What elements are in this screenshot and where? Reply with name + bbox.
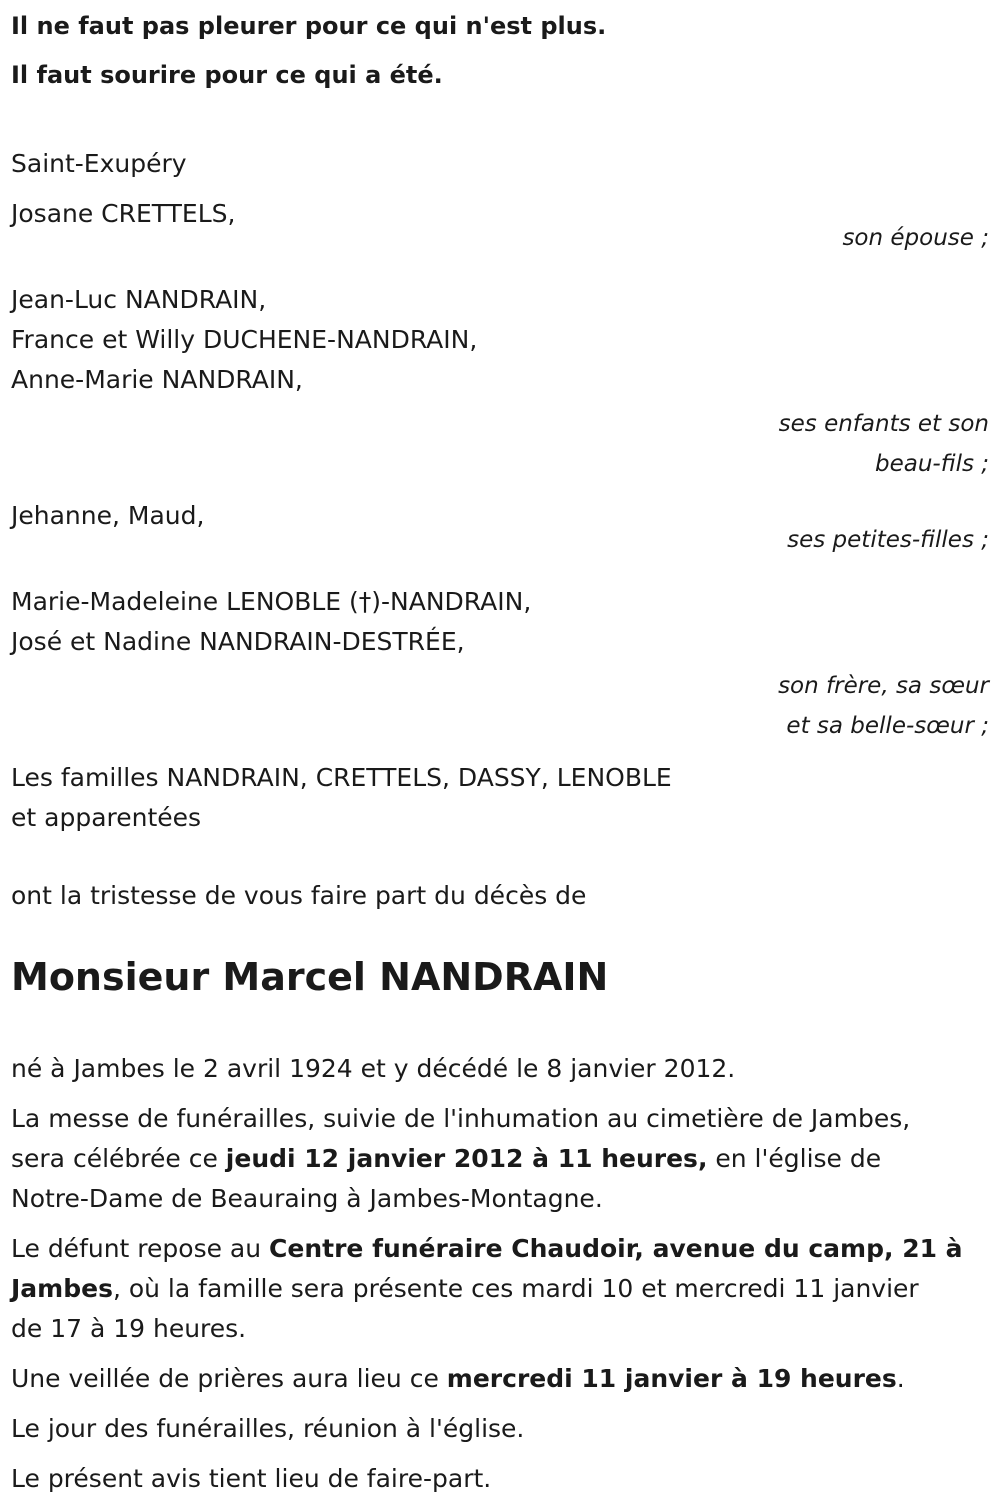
funeral-home-city: Jambes <box>11 1274 113 1303</box>
rest-line-2 <box>11 1269 991 1309</box>
rest-line-1 <box>11 1229 991 1269</box>
spouse-role: son épouse ; <box>842 225 989 251</box>
siblings-role-line-2: et sa belle-sœur ; <box>786 713 989 739</box>
funeral-line-2 <box>11 1139 991 1179</box>
funeral-line-1: La messe de funérailles, suivie de l'inhumation au cimetière de Jambes, <box>11 1104 911 1133</box>
grandchildren-names: Jehanne, Maud, <box>11 501 205 530</box>
obituary-notice <box>11 6 991 1499</box>
others-line-2: et apparentées <box>11 803 202 832</box>
vigil-line <box>11 1359 991 1399</box>
notice-line: Le présent avis tient lieu de faire-part. <box>11 1464 492 1493</box>
child-name: Anne-Marie NANDRAIN, <box>11 365 303 394</box>
meeting-line: Le jour des funérailles, réunion à l'église. <box>11 1414 525 1443</box>
rest-line-1-pre: Le défunt repose au <box>11 1234 270 1263</box>
family-siblings <box>11 582 991 746</box>
child-name: Jean-Luc NANDRAIN, <box>11 285 267 314</box>
funeral-date-time: jeudi 12 janvier 2012 à 11 heures, <box>225 1144 708 1173</box>
funeral-home-address: Centre funéraire Chaudoir, avenue du camp, 21 à <box>269 1234 963 1263</box>
children-role-line-2: beau-fils ; <box>874 451 989 477</box>
grandchildren-role: ses petites-filles ; <box>787 527 989 553</box>
family-spouse <box>11 194 991 258</box>
rest-line-2-post: , où la famille sera présente ces mardi 10 et mercredi 11 janvier <box>112 1274 919 1303</box>
others-line-1: Les familles NANDRAIN, CRETTELS, DASSY, LENOBLE <box>11 763 672 792</box>
family-grandchildren <box>11 496 991 560</box>
vigil-pre: Une veillée de prières aura lieu ce <box>11 1364 447 1393</box>
children-role-line-1: ses enfants et son <box>778 411 989 437</box>
vigil-date-time: mercredi 11 janvier à 19 heures <box>446 1364 897 1393</box>
siblings-role-line-1: son frère, sa sœur <box>778 673 989 699</box>
birth-death-dates: né à Jambes le 2 avril 1924 et y décédé le 8 janvier 2012. <box>11 1054 736 1083</box>
family-others <box>11 758 991 838</box>
quote-line-2: Il faut sourire pour ce qui a été. <box>11 61 443 89</box>
funeral-line-2-post: en l'église de <box>707 1144 882 1173</box>
spouse-name: Josane CRETTELS, <box>11 199 236 228</box>
family-children <box>11 280 991 484</box>
rest-paragraph <box>11 1229 991 1349</box>
funeral-paragraph <box>11 1099 991 1219</box>
child-name: France et Willy DUCHENE-NANDRAIN, <box>11 325 478 354</box>
sibling-name: José et Nadine NANDRAIN-DESTRÉE, <box>11 627 465 656</box>
announcement: ont la tristesse de vous faire part du décès de <box>11 881 587 910</box>
funeral-line-3: Notre-Dame de Beauraing à Jambes-Montagne. <box>11 1184 603 1213</box>
rest-line-3: de 17 à 19 heures. <box>11 1314 247 1343</box>
quote-author: Saint-Exupéry <box>11 149 187 178</box>
sibling-name: Marie-Madeleine LENOBLE (†)-NANDRAIN, <box>11 587 532 616</box>
vigil-post: . <box>896 1364 905 1393</box>
deceased-name: Monsieur Marcel NANDRAIN <box>11 955 609 999</box>
funeral-line-2-pre: sera célébrée ce <box>11 1144 226 1173</box>
quote-line-1: Il ne faut pas pleurer pour ce qui n'est plus. <box>11 12 607 40</box>
